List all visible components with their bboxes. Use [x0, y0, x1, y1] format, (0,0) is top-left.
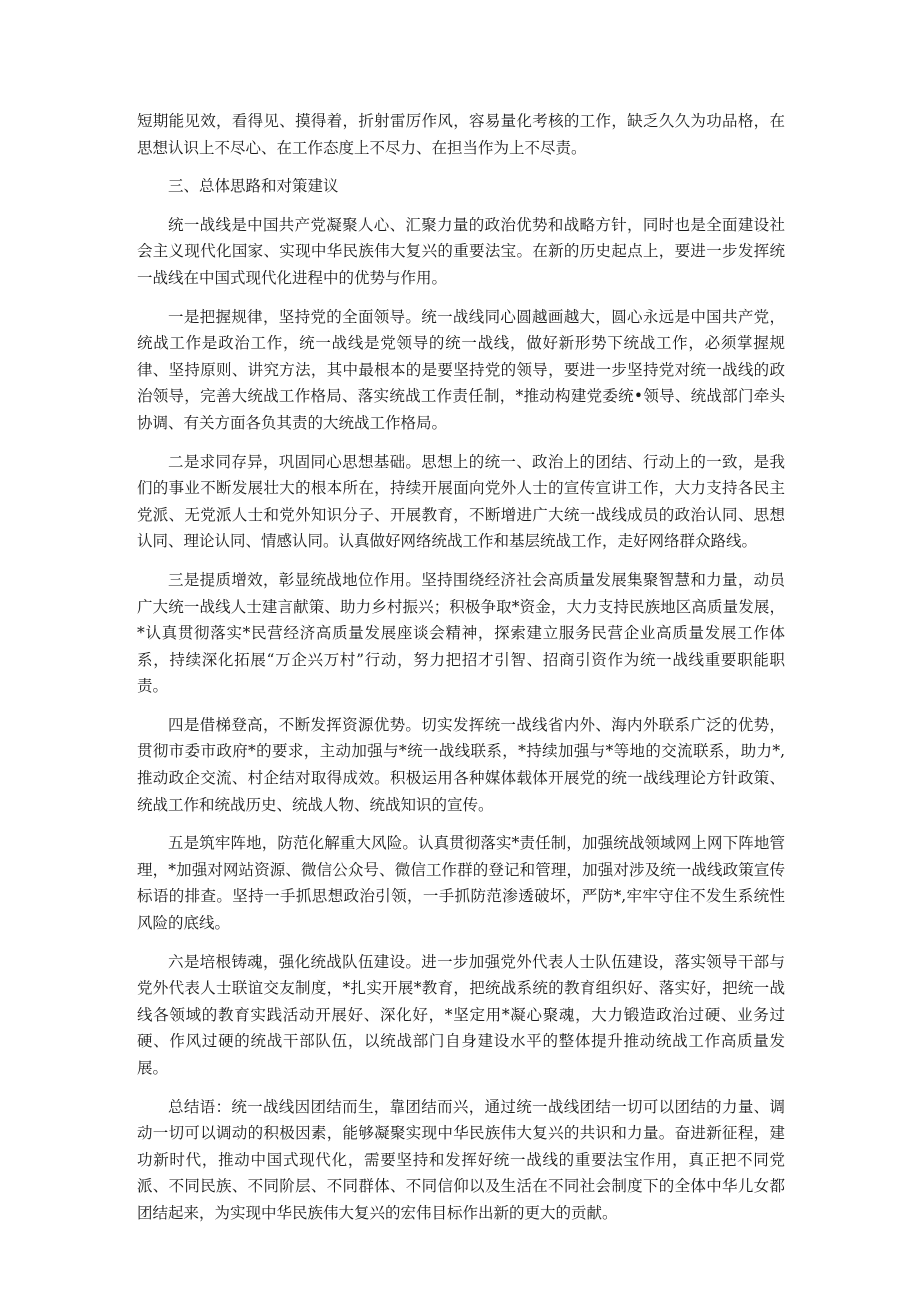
intro-paragraph: 统一战线是中国共产党凝聚人心、汇聚力量的政治优势和战略方针，同时也是全面建设社会主义现代化国家、实现中华民族伟大复兴的重要法宝。在新的历史起点上，要进一步发挥统一战线在中国式现代化进程中的优势与作用。	[137, 215, 785, 287]
section-heading: 三、总体思路和对策建议	[168, 177, 339, 196]
point-paragraph-3: 三是提质增效，彰显统战地位作用。坚持围绕经济社会高质量发展集聚智慧和力量，动员广大统一战线人士建言献策、助力乡村振兴；积极争取*资金，大力支持民族地区高质量发展，*认真贯彻落实*民营经济高质量发展座谈会精神，探索建立服务民营企业高质量发展工作体系，持续深化拓展“万企兴万村”行动，努力把招才引智、招商引资作为统一战线重要职能职责。	[137, 570, 785, 696]
point-paragraph-6: 六是培根铸魂，强化统战队伍建设。进一步加强党外代表人士队伍建设，落实领导干部与党外代表人士联谊交友制度，*扎实开展*教育，把统战系统的教育组织好、落实好，把统一战线各领域的教育实践活动开展好、深化好，*坚定用*凝心聚魂，大力锻造政治过硬、业务过硬、作风过硬的统战干部队伍，以统战部门自身建设水平的整体提升推动统战工作高质量发展。	[137, 952, 785, 1077]
conclusion-paragraph: 总结语：统一战线因团结而生，靠团结而兴，通过统一战线团结一切可以团结的力量、调动一切可以调动的积极因素，能够凝聚实现中华民族伟大复兴的共识和力量。奋进新征程，建功新时代，推动中国式现代化，需要坚持和发挥好统一战线的重要法宝作用，真正把不同党派、不同民族、不同阶层、不同群体、不同信仰以及生活在不同社会制度下的全体中华儿女都团结起来，为实现中华民族伟大复兴的宏伟目标作出新的更大的贡献。	[137, 1097, 785, 1222]
document-page	[137, 108, 785, 1239]
continuation-paragraph: 短期能见效，看得见、摸得着，折射雷厉作风，容易量化考核的工作，缺乏久久为功品格，在思想认识上不尽心、在工作态度上不尽力、在担当作为上不尽责。	[137, 112, 785, 157]
point-paragraph-5: 五是筑牢阵地，防范化解重大风险。认真贯彻落实*责任制，加强统战领域网上网下阵地管理，*加强对网站资源、微信公众号、微信工作群的登记和管理，加强对涉及统一战线政策宣传标语的排查。坚持一手抓思想政治引领，一手抓防范渗透破坏，严防*,牢牢守住不发生系统性风险的底线。	[137, 834, 785, 933]
point-paragraph-4: 四是借梯登高，不断发挥资源优势。切实发挥统一战线省内外、海内外联系广泛的优势，贯彻市委市政府*的要求，主动加强与*统一战线联系，*持续加强与*等地的交流联系，助力*,推动政企交流、村企结对取得成效。积极运用各种媒体载体开展党的统一战线理论方针政策、统战工作和统战历史、统战人物、统战知识的宣传。	[137, 715, 785, 814]
point-paragraph-1: 一是把握规律，坚持党的全面领导。统一战线同心圆越画越大，圆心永远是中国共产党，统战工作是政治工作，统一战线是党领导的统一战线，做好新形势下统战工作，必须掌握规律、坚持原则、讲究方法，其中最根本的是要坚持党的领导，要进一步坚持党对统一战线的政治领导，完善大统战工作格局、落实统战工作责任制，*推动构建党委统•领导、统战部门牵头协调、有关方面各负其责的大统战工作格局。	[137, 307, 785, 432]
point-paragraph-2: 二是求同存异，巩固同心思想基础。思想上的统一、政治上的团结、行动上的一致，是我们的事业不断发展壮大的根本所在，持续开展面向党外人士的宣传宣讲工作，大力支持各民主党派、无党派人士和党外知识分子、开展教育，不断增进广大统一战线成员的政治认同、思想认同、理论认同、情感认同。认真做好网络统战工作和基层统战工作，走好网络群众路线。	[137, 452, 785, 551]
